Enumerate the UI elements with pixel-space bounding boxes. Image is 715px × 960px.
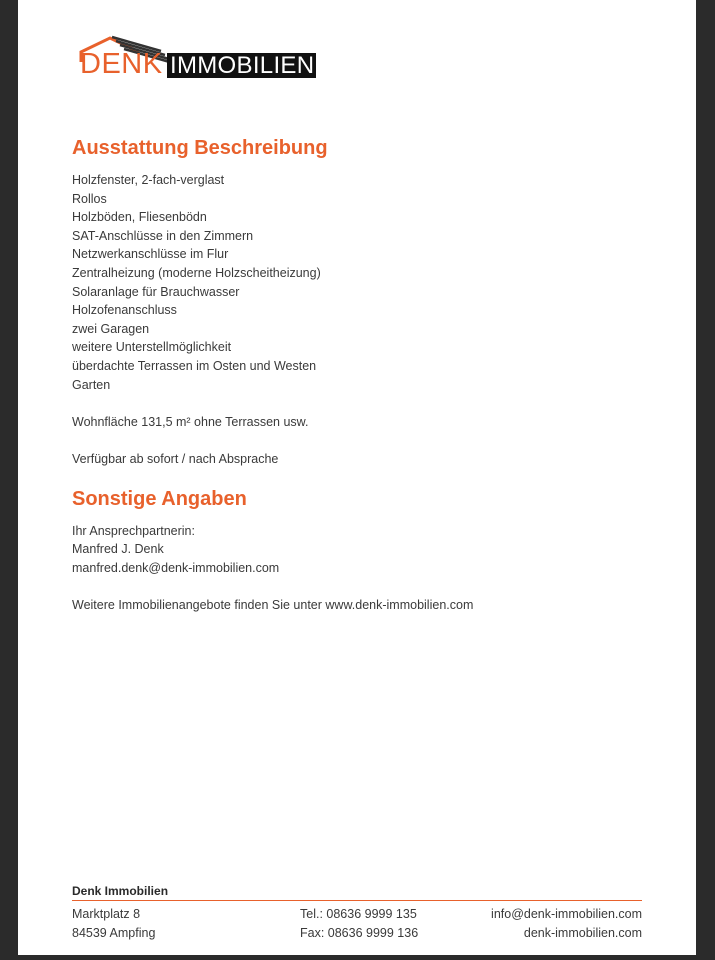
footer-divider bbox=[72, 900, 642, 901]
list-item: Solaranlage für Brauchwasser bbox=[72, 284, 240, 299]
list-item: überdachte Terrassen im Osten und Westen bbox=[72, 358, 317, 373]
logo-subtitle-text: IMMOBILIEN bbox=[167, 53, 316, 78]
more-offers-text: Weitere Immobilienangebote finden Sie unter www.denk-immobilien.com bbox=[72, 597, 474, 612]
page-footer bbox=[72, 883, 642, 942]
contact-block bbox=[72, 522, 652, 615]
footer-street: Marktplatz 8 bbox=[72, 907, 141, 921]
list-item: Netzwerkanschlüsse im Flur bbox=[72, 247, 229, 262]
availability-text: Verfügbar ab sofort / nach Absprache bbox=[72, 451, 279, 466]
list-item: SAT-Anschlüsse in den Zimmern bbox=[72, 228, 254, 243]
footer-company: Denk Immobilien bbox=[72, 884, 169, 898]
contact-email-link[interactable]: manfred.denk@denk-immobilien.com bbox=[72, 560, 280, 575]
document-page bbox=[18, 0, 696, 955]
section-heading-sonstige: Sonstige Angaben bbox=[72, 487, 247, 510]
footer-email-link[interactable]: info@denk-immobilien.com bbox=[491, 907, 642, 921]
list-item: Rollos bbox=[72, 191, 107, 206]
list-item: zwei Garagen bbox=[72, 321, 150, 336]
contact-name: Manfred J. Denk bbox=[72, 542, 164, 557]
sonstige-section bbox=[72, 485, 652, 615]
section-heading-ausstattung: Ausstattung Beschreibung bbox=[72, 137, 328, 159]
main-content bbox=[72, 134, 652, 614]
contact-label: Ihr Ansprechpartnerin: bbox=[72, 523, 195, 538]
list-item: Garten bbox=[72, 377, 111, 392]
company-logo bbox=[78, 34, 318, 80]
list-item: Holzfenster, 2-fach-verglast bbox=[72, 173, 225, 187]
ausstattung-list bbox=[72, 171, 652, 469]
footer-row bbox=[72, 924, 642, 943]
list-item: Holzböden, Fliesenbödn bbox=[72, 210, 207, 225]
list-item: Zentralheizung (moderne Holzscheitheizung) bbox=[72, 265, 321, 280]
footer-city: 84539 Ampfing bbox=[72, 925, 156, 940]
footer-web-link[interactable]: denk-immobilien.com bbox=[523, 925, 642, 940]
living-area-text: Wohnfläche 131,5 m² ohne Terrassen usw. bbox=[72, 414, 309, 429]
footer-row bbox=[72, 905, 642, 924]
footer-tel: Tel.: 08636 9999 135 bbox=[300, 907, 417, 921]
list-item: Holzofenanschluss bbox=[72, 303, 177, 318]
list-item: weitere Unterstellmöglichkeit bbox=[72, 340, 232, 355]
logo-brand-text: DENK bbox=[80, 48, 163, 80]
footer-fax: Fax: 08636 9999 136 bbox=[300, 925, 419, 940]
